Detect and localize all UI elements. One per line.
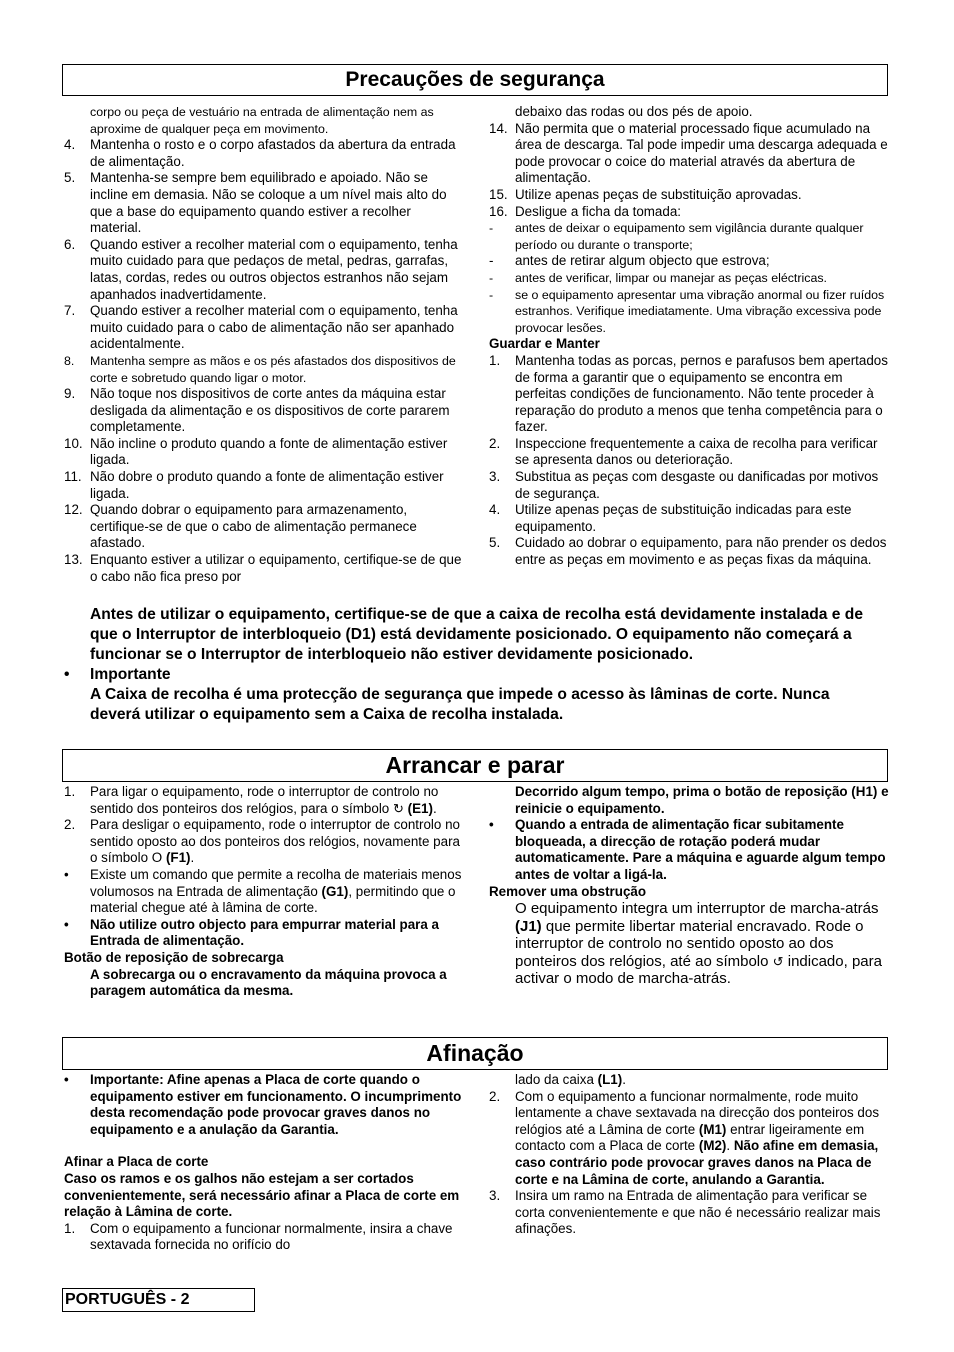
- list-item: • Quando a entrada de alimentação ficar subitamente bloqueada, a direcção de rotação poderá mudar automaticamente. Pare a máquina e aguarde algum tempo antes de voltar a ligá-la.: [489, 817, 886, 882]
- list-item: 1. Para ligar o equipamento, rode o interruptor de controlo no sentido dos ponteiros dos relógios, para o símbolo ↻ (E1).: [64, 784, 439, 816]
- rotate-reverse-icon: ↺: [772, 953, 784, 969]
- adjust-heading: Afinar a Placa de corte: [64, 1154, 209, 1170]
- list-item: 3. Substitua as peças com desgaste ou danificadas por motivos de segurança.: [489, 469, 879, 501]
- list-item: 1. Mantenha todas as porcas, pernos e parafusos bem apertados de forma a garantir que o equipamento se encontra em perfeitas condições de funcionamento. Não tente proceder à reparação do produto a menos que tenha competência para o fazer.: [489, 352, 888, 435]
- list-item: 9. Não toque nos dispositivos de corte antes da máquina estar desligada da alimentação e os dispositivos de corte pararem completamente.: [64, 386, 450, 435]
- list-item: 3. Insira um ramo na Entrada de alimentação para verificar se corta convenientemente e que não é necessário realizar mais afinações.: [489, 1188, 881, 1237]
- important-text: A Caixa de recolha é uma protecção de segurança que impede o acesso às lâminas de corte. Nunca deverá utilizar o equipamento sem a Caixa de recolha instalada.: [90, 686, 830, 723]
- list-item: 10. Não incline o produto quando a fonte de alimentação estiver ligada.: [64, 435, 448, 468]
- warning-paragraph: Antes de utilizar o equipamento, certifique-se de que a caixa de recolha está devidamente instalada e de que o Interruptor de interbloqueio (D1) está devidamente posicionado. O equipamento não começará a funcionar se o Interruptor de interbloqueio não estiver devidamente posicionado.: [90, 606, 864, 663]
- list-item: 2. Inspeccione frequentemente a caixa de recolha para verificar se apresenta danos ou deterioração.: [489, 435, 878, 468]
- list-item: - se o equipamento apresentar uma vibração anormal ou fizer ruídos estranhos. Verifique imediatamente. Uma vibração excessiva pode provocar lesões.: [489, 287, 885, 335]
- list-item: - antes de verificar, limpar ou manejar as peças eléctricas.: [489, 270, 827, 285]
- start-left-column: [64, 784, 464, 1000]
- list-item: debaixo das rodas ou dos pés de apoio.: [515, 104, 753, 119]
- safety-left-column: [64, 104, 464, 585]
- list-item: • Existe um comando que permite a recolha de materiais menos volumosos na Entrada de alimentação (G1), permitindo que o material chegue até à lâmina de corte.: [64, 866, 462, 916]
- warning-block: [64, 605, 884, 725]
- reset-heading: Botão de reposição de sobrecarga: [64, 949, 284, 965]
- obstruction-heading: Remover uma obstrução: [489, 883, 647, 899]
- list-item: 4. Mantenha o rosto e o corpo afastados da abertura da entrada de alimentação.: [64, 137, 456, 169]
- list-item: 11. Não dobre o produto quando a fonte de alimentação estiver ligada.: [64, 469, 444, 501]
- list-item: - antes de retirar algum objecto que estrova;: [489, 253, 770, 269]
- list-item: 2. Com o equipamento a funcionar normalmente, rode muito lentamente a chave sextavada na direcção dos ponteiros dos relógios até a Lâmina de corte (M1) entrar ligeiramente em contacto com a Placa de corte (M2). Não afine em demasia, caso contrário pode provocar graves danos na Placa de corte e na Lâmina de corte, anulando a Garantia.: [489, 1088, 880, 1187]
- section-title-start-stop: Arrancar e parar: [62, 749, 888, 782]
- list-item: 14. Não permita que o material processado fique acumulado na área de descarga. Tal pode impedir uma descarga adequada e pode provocar o coice do material através da abertura de alimentação.: [489, 120, 888, 186]
- obstruction-text: O equipamento integra um interruptor de marcha-atrás (J1) que permite libertar material encravado. Rode o interruptor de controlo no sentido oposto ao dos ponteiros dos relógios, até ao símbolo ↺ indicado, para activar o modo de marcha-atrás.: [515, 900, 882, 988]
- adjust-intro: Caso os ramos e os galhos não estejam a ser cortados convenientemente, será necessário afinar a Placa de corte em relação à Lâmina de corte.: [64, 1170, 460, 1220]
- list-item: 1. Com o equipamento a funcionar normalmente, insira a chave sextavada fornecida no orifício do: [64, 1220, 453, 1253]
- adjust-left-column: [64, 1072, 464, 1254]
- list-item: 2. Para desligar o equipamento, rode o interruptor de controlo no sentido oposto ao dos ponteiros dos relógios, novamente para o símbolo O (F1).: [64, 817, 460, 866]
- list-item: 5. Mantenha-se sempre bem equilibrado e apoiado. Não se incline em demasia. Não se coloque a um nível mais alto do que a base do equipamento quando estiver a recolher material.: [64, 170, 447, 236]
- list-item: 12. Quando dobrar o equipamento para armazenamento, certifique-se de que o cabo de alimentação permanece afastado.: [64, 502, 417, 551]
- list-item: • Não utilize outro objecto para empurrar material para a Entrada de alimentação.: [64, 916, 439, 949]
- page-footer: PORTUGUÊS - 2: [62, 1288, 255, 1312]
- important-item: • Importante: [64, 666, 171, 683]
- list-item: 8. Mantenha sempre as mãos e os pés afastados dos dispositivos de corte e sobretudo quando ligar o motor.: [64, 353, 456, 385]
- list-item: 16. Desligue a ficha da tomada:: [489, 203, 681, 219]
- important-item: • Importante: Afine apenas a Placa de corte quando o equipamento estiver em funcionamento. O incumprimento desta recomendação pode provocar graves danos no equipamento e a anulação da Garantia.: [64, 1072, 462, 1137]
- adjust-continuation: lado da caixa (L1).: [515, 1072, 626, 1087]
- list-item: 15. Utilize apenas peças de substituição aprovadas.: [489, 186, 802, 202]
- list-item: 6. Quando estiver a recolher material com o equipamento, tenha muito cuidado para que pedaços de metal, pedras, garrafas, latas, cordas, redes ou outros objectos estranhos não sejam apanhados inadvertidamente.: [64, 236, 458, 302]
- start-right-column: [489, 784, 889, 988]
- reset-text: A sobrecarga ou o encravamento da máquina provoca a paragem automática da mesma.: [90, 966, 447, 999]
- reset-continuation: Decorrido algum tempo, prima o botão de reposição (H1) e reinicie o equipamento.: [515, 784, 889, 816]
- safety-right-column: [489, 104, 889, 569]
- section-title-adjustment: Afinação: [62, 1037, 888, 1070]
- list-item: 4. Utilize apenas peças de substituição indicadas para este equipamento.: [489, 502, 852, 534]
- adjust-right-column: [489, 1072, 889, 1238]
- section-title-safety: Precauções de segurança: [62, 64, 888, 96]
- storage-heading: Guardar e Manter: [489, 336, 600, 352]
- list-item: 5. Cuidado ao dobrar o equipamento, para não prender os dedos entre as peças em movimento e as peças fixas da máquina.: [489, 535, 887, 568]
- list-item: corpo ou peça de vestuário na entrada de alimentação nem as aproxime de qualquer peça em movimento.: [90, 105, 434, 136]
- list-item: 13. Enquanto estiver a utilizar o equipamento, certifique-se de que o cabo não fica preso por: [64, 552, 462, 584]
- rotate-forward-icon: ↻: [392, 800, 404, 816]
- list-item: - antes de deixar o equipamento sem vigilância durante qualquer período ou durante o transporte;: [489, 221, 864, 252]
- list-item: 7. Quando estiver a recolher material com o equipamento, tenha muito cuidado para o cabo de alimentação não ser apanhado acidentalmente.: [64, 303, 458, 352]
